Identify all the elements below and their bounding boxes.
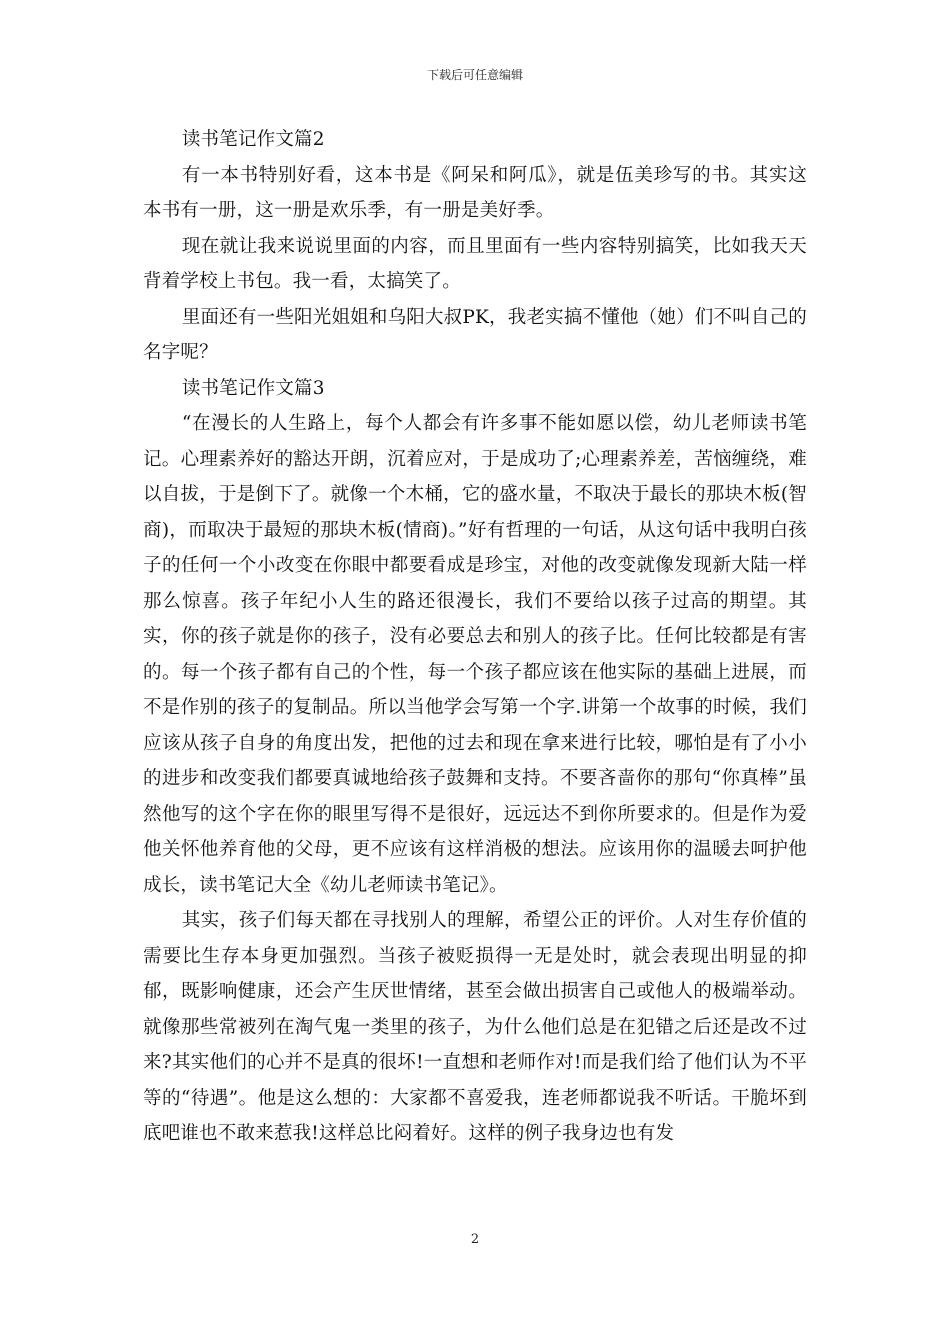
- document-body: [143, 122, 807, 1152]
- paragraph: 里面还有一些阳光姐姐和乌阳大叔PK，我老实搞不懂他（她）们不叫自己的名字呢？: [143, 306, 807, 363]
- page-header: 下载后可任意编辑: [426, 68, 523, 82]
- paragraph: 其实，孩子们每天都在寻找别人的理解，希望公正的评价。人对生存价值的需要比生存本身更加强烈。当孩子被贬损得一无是处时，就会表现出明显的抑郁，既影响健康，还会产生厌世情绪，甚至会做出损害自己或他人的极端举动。就像那些常被列在淘气鬼一类里的孩子，为什么他们总是在犯错之后还是改不过来?其实他们的心并不是真的很坏!一直想和老师作对!而是我们给了他们认为不平等的“待遇”。他是这么想的：大家都不喜爱我，连老师都说我不听话。干脆坏到底吧谁也不敢来惹我!这样总比闷着好。这样的例子我身边也有发: [143, 910, 807, 1144]
- paragraph: “在漫长的人生路上，每个人都会有许多事不能如愿以偿，幼儿老师读书笔记。心理素养好的豁达开朗，沉着应对，于是成功了;心理素养差，苦恼缠绕，难以自拔，于是倒下了。就像一个木桶，它的盛水量，不取决于最长的那块木板(智商)，而取决于最短的那块木板(情商)。”好有哲理的一句话，从这句话中我明白孩子的任何一个小改变在你眼中都要看成是珍宝，对他的改变就像发现新大陆一样那么惊喜。孩子年纪小人生的路还很漫长，我们不要给以孩子过高的期望。其实，你的孩子就是你的孩子，没有必要总去和别人的孩子比。任何比较都是有害的。每一个孩子都有自己的个性，每一个孩子都应该在他实际的基础上进展，而不是作别的孩子的复制品。所以当他学会写第一个字.讲第一个故事的时候，我们应该从孩子自身的角度出发，把他的过去和现在拿来进行比较，哪怕是有了小小的进步和改变我们都要真诚地给孩子鼓舞和支持。不要吝啬你的那句“你真棒”虽然他写的这个字在你的眼里写得不是很好，远远达不到你所要求的。但是作为爱他关怀他养育他的父母，更不应该有这样消极的想法。应该用你的温暖去呵护他成长，读书笔记大全《幼儿老师读书笔记》。: [143, 413, 807, 896]
- page-number: 2: [470, 1232, 480, 1247]
- paragraph: 有一本书特别好看，这本书是《阿呆和阿瓜》，就是伍美珍写的书。其实这本书有一册，这一册是欢乐季，有一册是美好季。: [143, 164, 807, 221]
- section-heading-3: 读书笔记作文篇3: [181, 377, 325, 399]
- paragraph: 现在就让我来说说里面的内容，而且里面有一些内容特别搞笑，比如我天天背着学校上书包。我一看，太搞笑了。: [143, 235, 807, 292]
- section-heading-2: 读书笔记作文篇2: [181, 129, 325, 150]
